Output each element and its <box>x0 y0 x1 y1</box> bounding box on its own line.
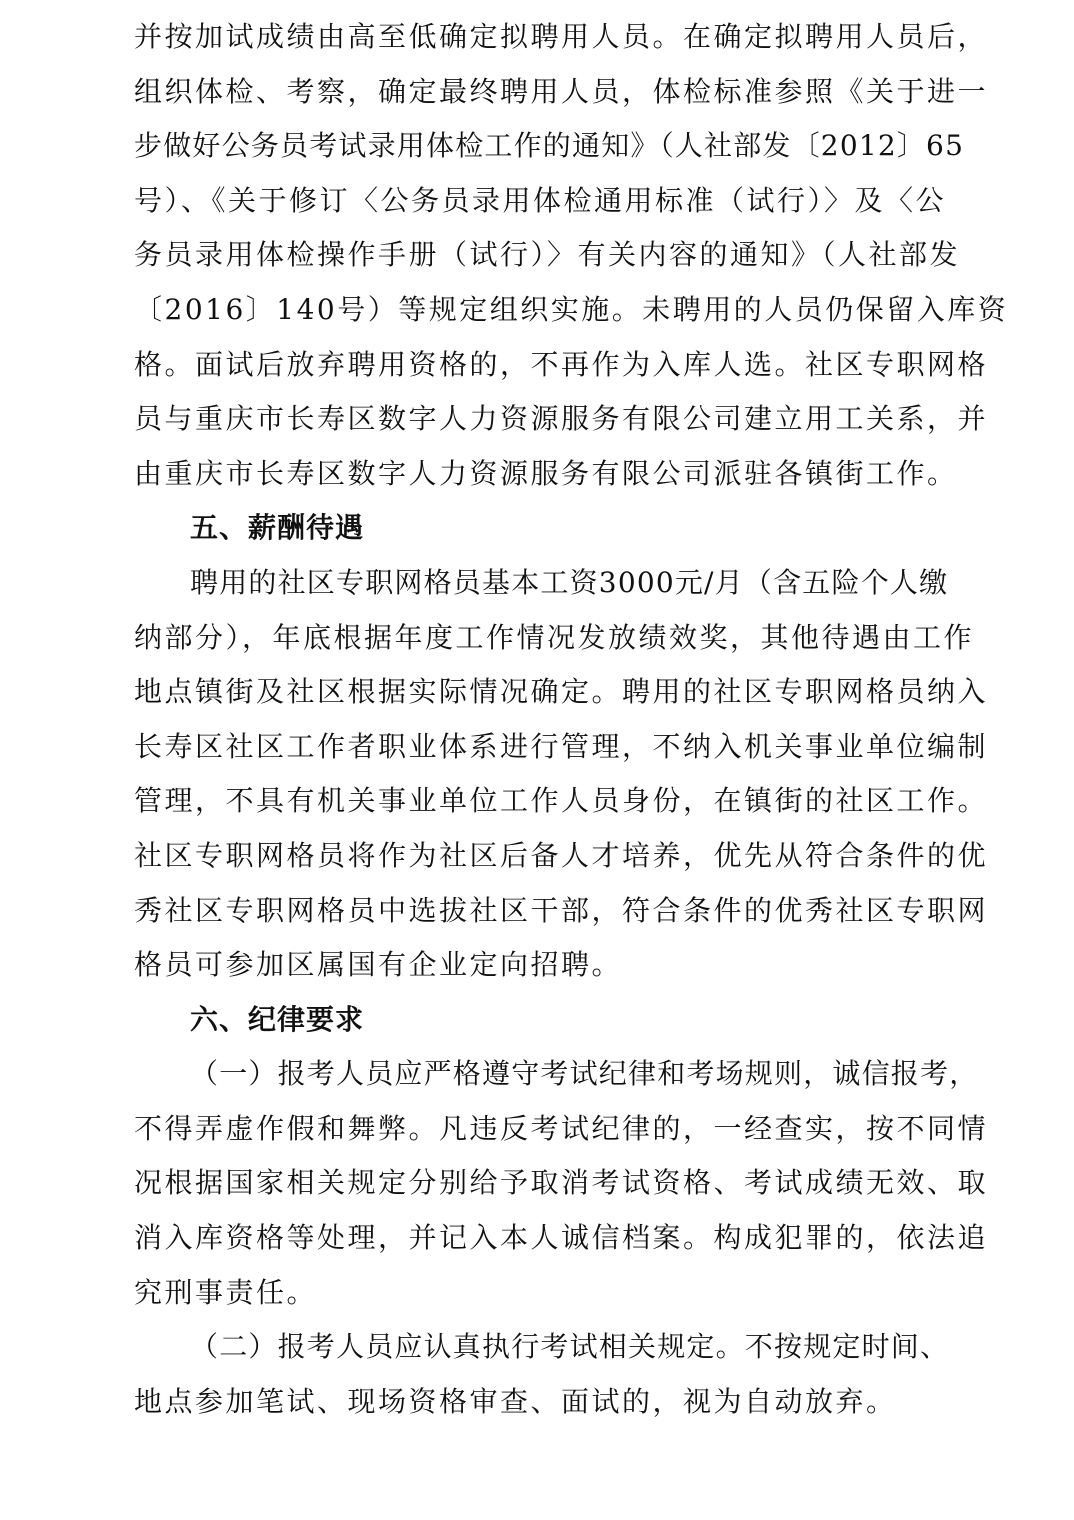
text-line: 步做好公务员考试录用体检工作的通知》（人社部发〔2012〕65 <box>134 129 965 163</box>
document-body <box>134 10 1009 1429</box>
text-line: 号）、《关于修订〈公务员录用体检通用标准（试行）〉及〈公 <box>134 183 947 217</box>
section-heading-compensation: 五、薪酬待遇 <box>190 511 365 545</box>
text-line: 纳部分），年底根据年度工作情况发放绩效奖，其他待遇由工作 <box>134 620 975 654</box>
text-line: 格员可参加区属国有企业定向招聘。 <box>134 948 623 982</box>
text-line: 社区专职网格员将作为社区后备人才培养，优先从符合条件的优 <box>134 838 989 872</box>
text-line: 并按加试成绩由高至低确定拟聘用人员。在确定拟聘用人员后， <box>134 20 989 53</box>
text-line: 究刑事责任。 <box>134 1275 318 1309</box>
text-line: 长寿区社区工作者职业体系进行管理，不纳入机关事业单位编制 <box>134 729 989 763</box>
text-line: 地点镇街及社区根据实际情况确定。聘用的社区专职网格员纳入 <box>134 675 989 709</box>
text-line: 〔2016〕140号）等规定组织实施。未聘用的人员仍保留入库资 <box>134 292 1009 326</box>
text-line: 格。面试后放弃聘用资格的，不再作为入库人选。社区专职网格 <box>134 347 989 381</box>
text-line: 秀社区专职网格员中选拔社区干部，符合条件的优秀社区专职网 <box>134 893 989 927</box>
text-line: 况根据国家相关规定分别给予取消考试资格、考试成绩无效、取 <box>134 1166 989 1200</box>
text-line: 组织体检、考察，确定最终聘用人员，体检标准参照《关于进一 <box>134 74 989 108</box>
text-line: 务员录用体检操作手册（试行）〉有关内容的通知》（人社部发 <box>134 238 961 272</box>
text-line: 聘用的社区专职网格员基本工资3000元/月（含五险个人缴 <box>190 565 949 599</box>
text-line: 管理，不具有机关事业单位工作人员身份，在镇街的社区工作。 <box>134 784 989 818</box>
text-line: 消入库资格等处理，并记入本人诚信档案。构成犯罪的，依法追 <box>134 1221 989 1255</box>
text-line: 由重庆市长寿区数字人力资源服务有限公司派驻各镇街工作。 <box>134 456 958 490</box>
text-line: 不得弄虚作假和舞弊。凡违反考试纪律的，一经查实，按不同情 <box>134 1111 989 1145</box>
text-line: （二）报考人员应认真执行考试相关规定。不按规定时间、 <box>190 1330 950 1364</box>
text-line: 地点参加笔试、现场资格审查、面试的，视为自动放弃。 <box>134 1384 897 1418</box>
section-heading-discipline: 六、纪律要求 <box>190 1002 365 1036</box>
text-line: 员与重庆市长寿区数字人力资源服务有限公司建立用工关系，并 <box>134 402 989 436</box>
text-line: （一）报考人员应严格遵守考试纪律和考场规则，诚信报考， <box>190 1057 979 1091</box>
